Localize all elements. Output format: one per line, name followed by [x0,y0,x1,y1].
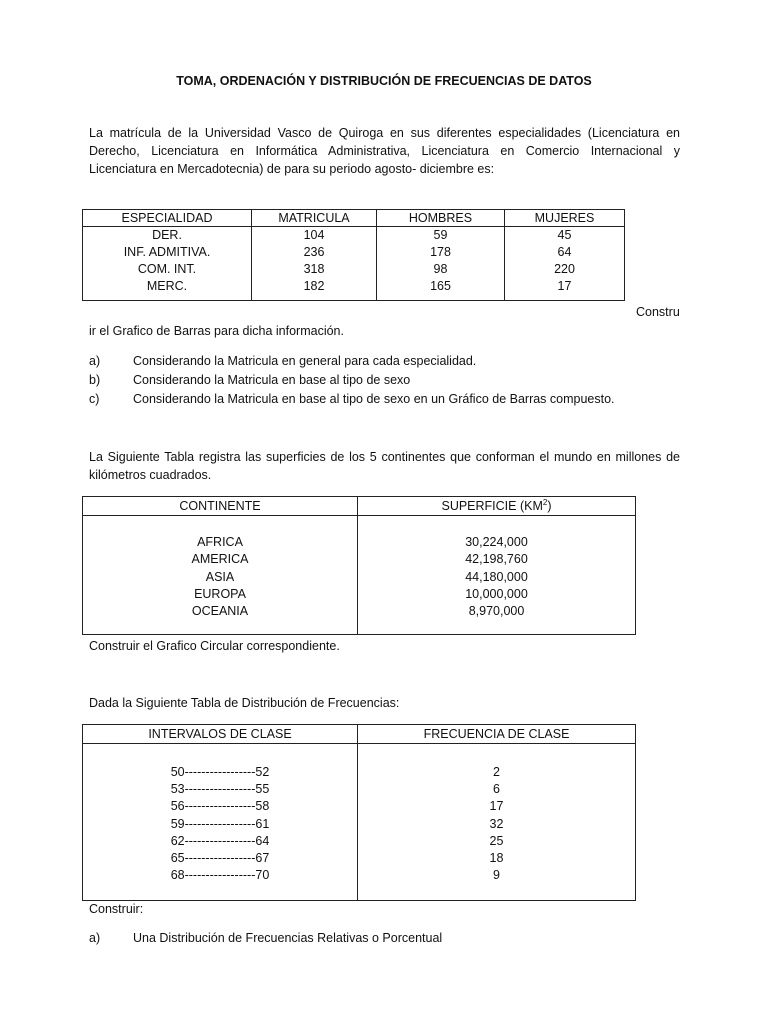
table-header-row [83,725,636,744]
class-frequency: 32 [489,816,504,831]
list-text: Considerando la Matricula en general para cada especialidad. [133,354,477,368]
list-item [89,371,709,390]
class-interval: 65-----------------67 [170,851,270,866]
class-interval: 62-----------------64 [170,833,270,848]
class-frequency: 9 [493,868,500,883]
header-continente: CONTINENTE [83,497,358,516]
enrollment-table [82,209,625,301]
instruction-text: Construir el Grafico Circular correspondiente. [89,639,340,653]
cell: 220 [505,261,625,278]
class-frequency: 6 [493,782,500,797]
cell: 165 [377,278,505,301]
header-especialidad: ESPECIALIDAD [83,210,252,227]
frequency-column [358,744,636,901]
continent-name: OCEANIA [191,604,249,619]
header-mujeres: MUJERES [505,210,625,227]
header-intervalos: INTERVALOS DE CLASE [83,725,358,744]
continent-name: AFRICA [197,535,243,549]
cell: 59 [377,227,505,245]
header-superficie-label: SUPERFICIE (KM [441,499,543,513]
continent-area: 30,224,000 [465,535,528,549]
continent-name: AMERICA [191,552,249,567]
cell: COM. INT. [83,261,252,278]
list-item [89,352,709,371]
continent-area: 8,970,000 [468,604,525,619]
cell: 178 [377,244,505,261]
continent-column [83,516,358,635]
table-row [83,278,625,301]
header-matricula: MATRICULA [252,210,377,227]
intro-line: Licenciatura en Mercadotecnia) de para su periodo agosto- diciembre es: [89,162,495,176]
intro-line: La Siguiente Tabla registra las superficies de los 5 continentes que conforman el mundo en millones de [89,450,680,464]
intro-line: kilómetros cuadrados. [89,468,212,482]
list-marker: b) [89,373,101,387]
list-marker: a) [89,931,101,945]
table-row [83,227,625,245]
frequency-table [82,724,636,901]
cell: 98 [377,261,505,278]
header-hombres: HOMBRES [377,210,505,227]
class-interval: 56-----------------58 [170,799,270,814]
class-interval: 53-----------------55 [170,782,270,797]
header-superficie-exponent: 2 [542,497,548,507]
page-title: TOMA, ORDENACIÓN Y DISTRIBUCIÓN DE FRECUENCIAS DE DATOS [176,74,592,88]
cell: MERC. [83,278,252,301]
intro-line: Derecho, Licenciatura en Informática Administrativa, Licenciatura en Comercio Internacional y [89,144,680,158]
table-header-row [83,210,625,227]
continent-area: 10,000,000 [465,586,528,601]
cell: 17 [505,278,625,301]
list-text: Considerando la Matricula en base al tipo de sexo [133,373,411,387]
instruction-fragment: Constru [636,305,680,319]
intro-line: La matrícula de la Universidad Vasco de Quiroga en sus diferentes especialidades (Licenciatura en [89,126,680,140]
header-frecuencia: FRECUENCIA DE CLASE [358,725,636,744]
table-row [83,261,625,278]
table-row [83,744,636,901]
section2-intro [89,448,680,484]
table-row [83,516,636,635]
header-superficie-close: ) [547,499,552,513]
cell: DER. [83,227,252,245]
cell: INF. ADMITIVA. [83,244,252,261]
continent-area: 44,180,000 [465,569,528,584]
class-interval: 68-----------------70 [170,868,270,883]
class-frequency: 2 [493,765,500,779]
table-header-row [83,497,636,516]
continent-name: ASIA [205,569,235,584]
section1-intro [89,124,680,178]
section3-intro: Dada la Siguiente Tabla de Distribución de Frecuencias: [89,696,400,710]
cell: 45 [505,227,625,245]
list-item [89,929,709,948]
class-frequency: 17 [489,799,504,814]
bar-chart-task-list [89,352,709,409]
list-item [89,390,709,409]
instruction-text: Construir: [89,902,144,916]
cell: 104 [252,227,377,245]
continent-name: EUROPA [194,586,246,601]
continent-area: 42,198,760 [465,552,528,567]
list-marker: a) [89,354,101,368]
frequency-task-list [89,929,709,948]
class-frequency: 25 [489,833,504,848]
list-text: Considerando la Matricula en base al tipo de sexo en un Gráfico de Barras compuesto. [133,392,615,406]
interval-column [83,744,358,901]
instruction-text: ir el Grafico de Barras para dicha información. [89,324,344,338]
cell: 182 [252,278,377,301]
class-interval: 50-----------------52 [170,765,270,779]
area-column [358,516,636,635]
class-frequency: 18 [489,851,504,866]
list-text: Una Distribución de Frecuencias Relativas o Porcentual [133,931,443,945]
list-marker: c) [89,392,100,406]
table-row [83,244,625,261]
cell: 318 [252,261,377,278]
header-superficie [358,497,636,516]
continents-table [82,496,636,635]
cell: 64 [505,244,625,261]
cell: 236 [252,244,377,261]
class-interval: 59-----------------61 [170,816,270,831]
